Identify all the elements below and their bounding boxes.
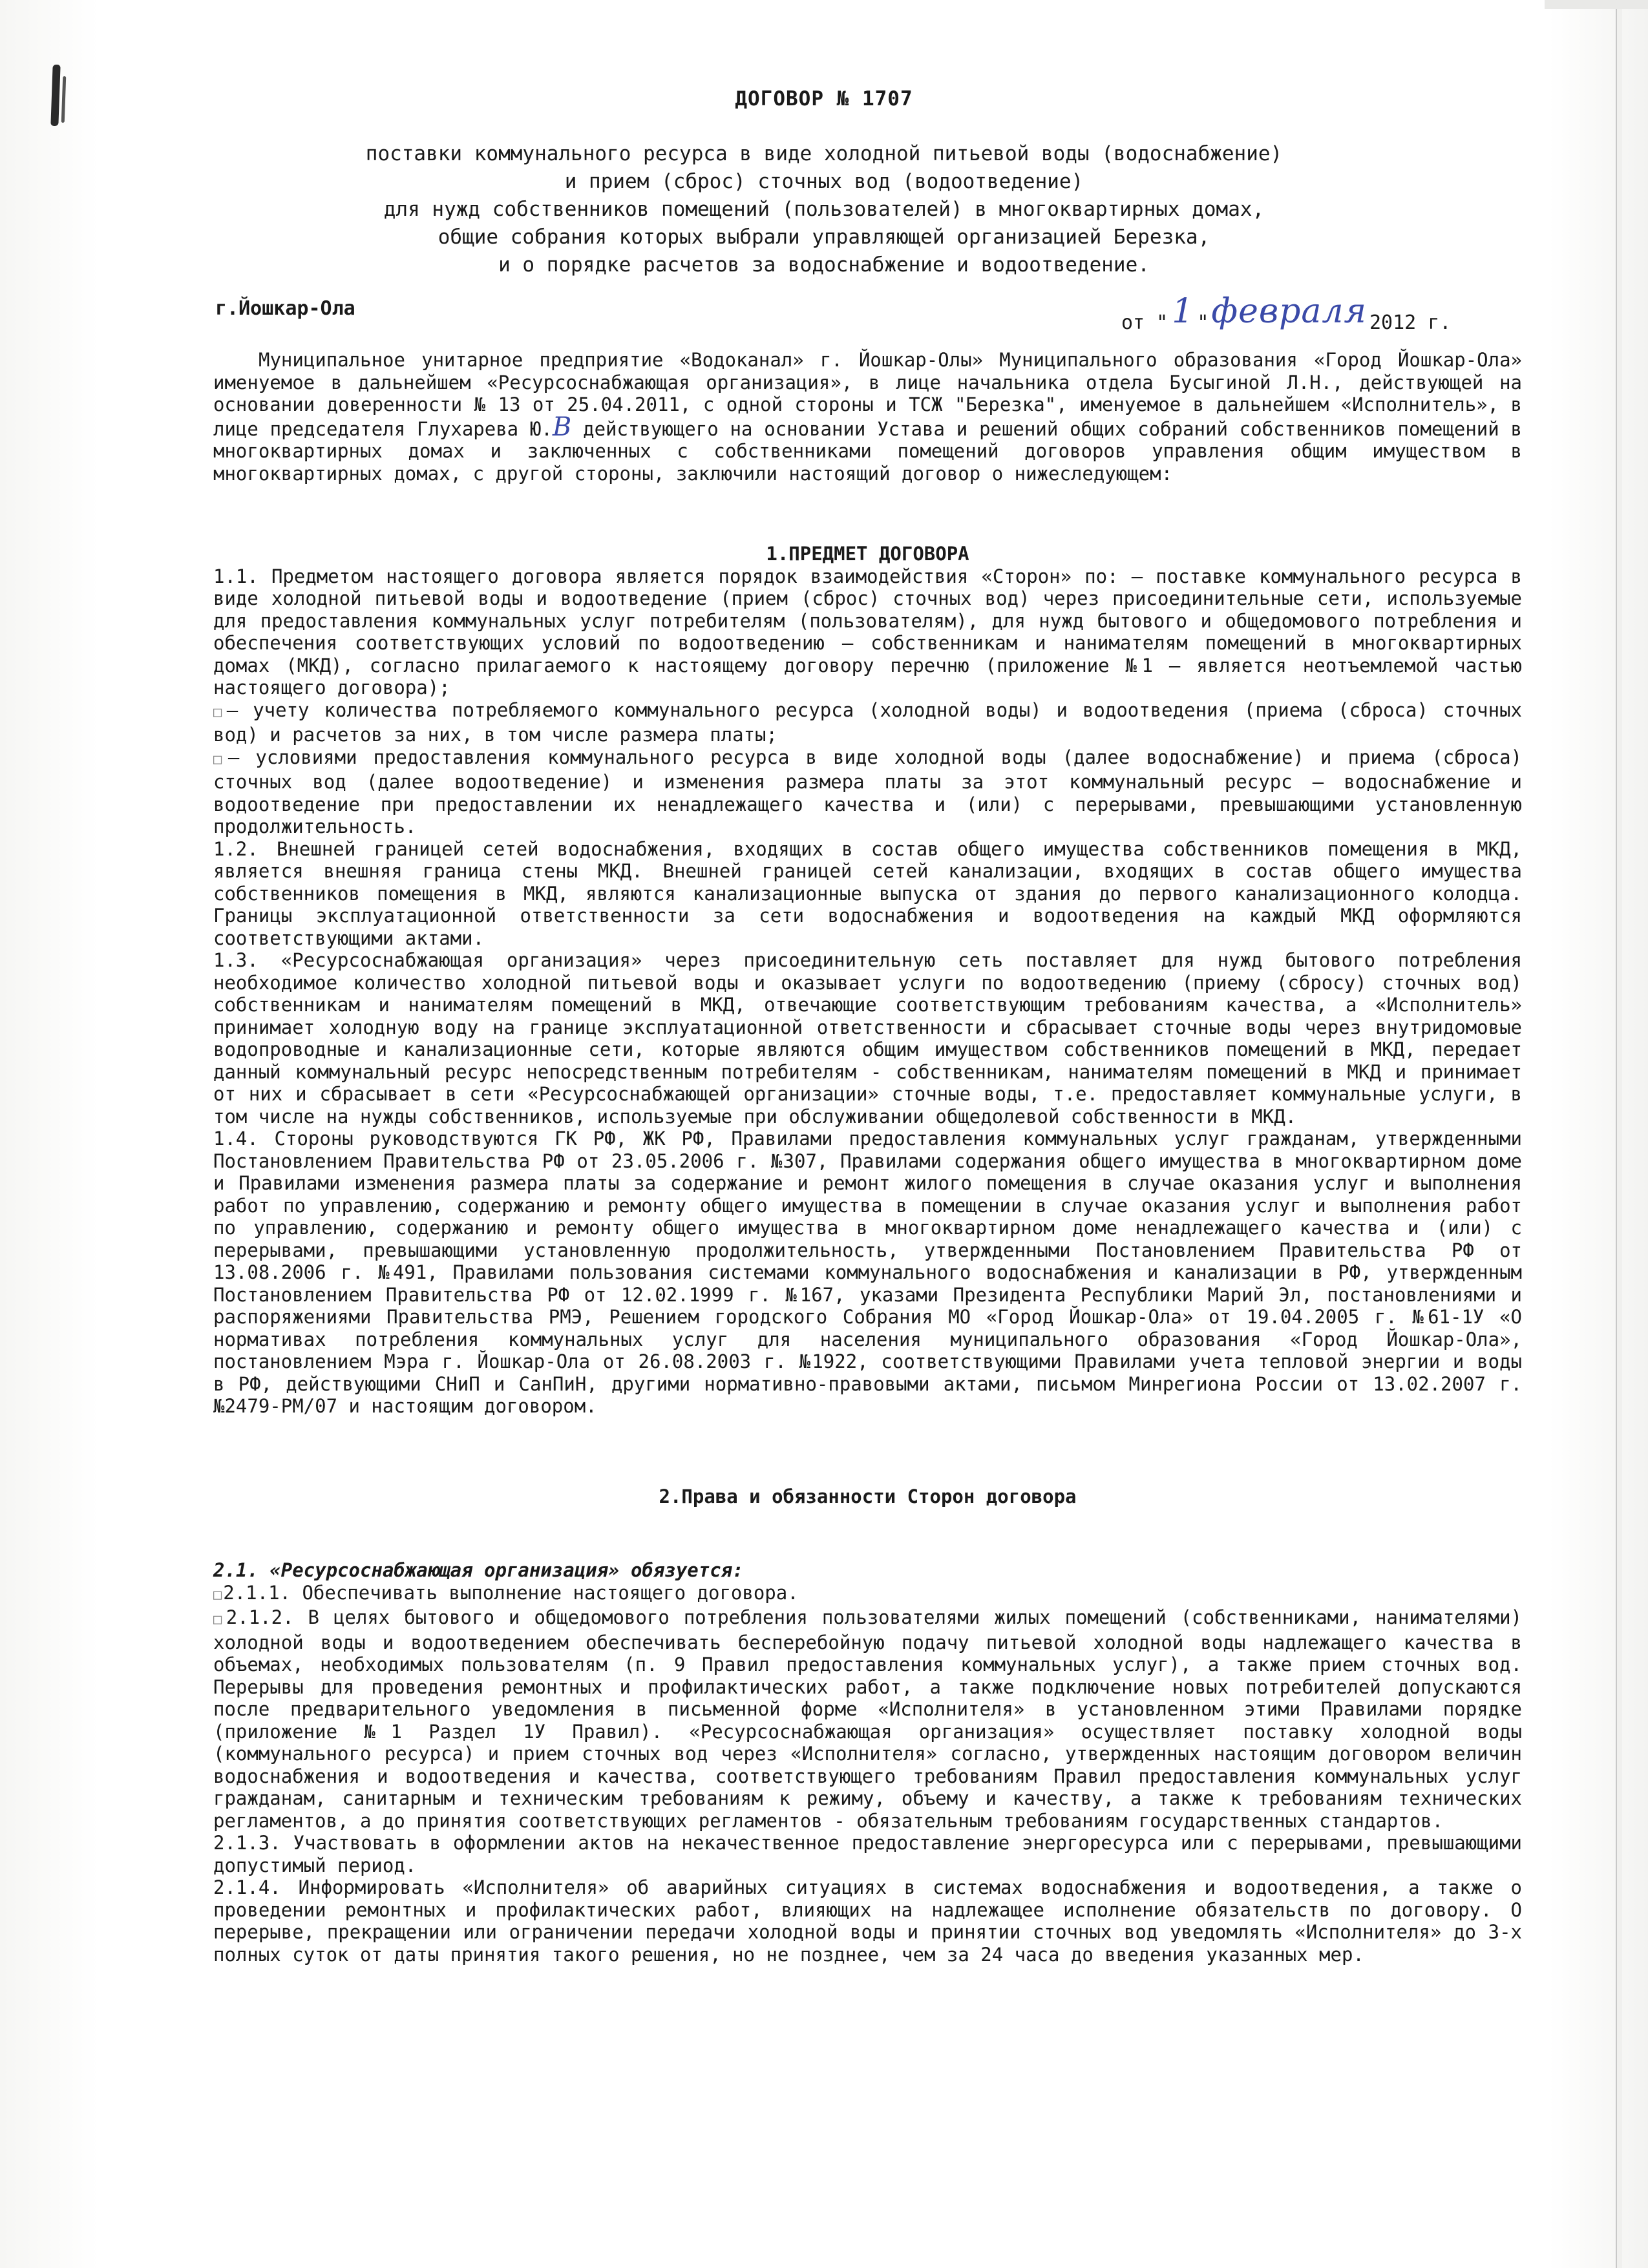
- clause-2-1-1: □ 2.1.1. Обеспечивать выполнение настоящего договора.: [213, 1582, 1522, 1607]
- handwritten-month: февраля: [1211, 292, 1367, 331]
- preamble-text-cont: действующего на основании Устава и решений общих собраний собственников помещений в многоквартирных домах и заключенных с собственниками помещений договоров управления общим имуществом в многоквартирных домах, с другой стороны, заключили настоящий договор о нижеследующем:: [213, 417, 1522, 485]
- clause-1-3: 1.3. «Ресурсоснабжающая организация» через присоединительную сеть поставляет для нужд бытового потребления необходимое количество холодной питьевой воды и оказывает услуги по водоотведению (приему (сбросу) сточных вод) собственникам и нанимателям помещений в МКД, отвечающие соответствующим требованиям качества, а «Исполнитель» принимает холодную воду на границе эксплуатационной ответственности и сбрасывает сточные воды через внутридомовые водопроводные и канализационные сети, которые являются общим имуществом собственников помещений в МКД, передает данный коммунальный ресурс непосредственным потребителям - собственникам, нанимателям помещений в МКД и принимает от них и сбрасывает в сети «Ресурсоснабжающей организации» сточные воды, т.е. предоставляет коммунальные услуги, в том числе на нужды собственников, используемые при обслуживании общедолевой собственности в МКД.: [213, 949, 1522, 1128]
- clause-2-1-4: 2.1.4. Информировать «Исполнителя» об аварийных ситуациях в системах водоснабжения и водоотведения, а также о проведении ремонтных и профилактических работ, влияющих на надлежащее исполнение обязательств по договору. О перерыве, прекращении или ограничении передачи холодной воды и принятии сточных вод уведомлять «Исполнителя» до 3-х полных суток от даты принятия такого решения, но не позднее, чем за 24 часа до введения указанных мер.: [213, 1876, 1522, 1966]
- section-2-1-heading: 2.1. «Ресурсоснабжающая организация» обязуется:: [213, 1559, 744, 1581]
- section-2-heading: 2.Права и обязанности Сторон договора: [659, 1485, 1077, 1507]
- clause-1-4: 1.4. Стороны руководствуются ГК РФ, ЖК РФ, Правилами предоставления коммунальных услуг гражданам, утвержденными Постановлением Правительства РФ от 23.05.2006 г. №307, Правилами содержания общего имущества в многоквартирном доме и Правилами изменения размера платы за содержание и ремонт жилого помещения в случае оказания услуг и выполнения работ по управлению, содержанию и ремонту общего имущества в помещении в случае оказания услуг и выполнения работ по управлению, содержанию и ремонту общего имущества в многоквартирном доме ненадлежащего качества и (или) с перерывами, превышающими установленную продолжительность, утвержденными Постановлением Правительства РФ от 13.08.2006 г. №491, Правилами пользования системами коммунального водоснабжения и канализации в РФ, утвержденным Постановлением Правительства РФ от 12.02.1999 г. №167, указами Президента Республики Марий Эл, постановлениями и распоряжениями Правительства РМЭ, Решением городского Собрания МО «Город Йошкар-Ола» от 19.04.2005 г. №61-1У «О нормативах потребления коммунальных услуг для населения муниципального образования «Город Йошкар-Ола», постановлением Мэра г. Йошкар-Ола от 26.08.2003 г. №1922, соответствующими Правилами учета тепловой энергии и воды в РФ, действующими СНиП и СанПиН, другими нормативно-правовыми актами, письмом Минрегиона России от 13.02.2007 г. №2479-РМ/07 и настоящим договором.: [213, 1128, 1522, 1417]
- subtitle-line: общие собрания которых выбрали управляющей организацией Березка,: [438, 226, 1210, 249]
- contract-place: г.Йошкар-Ола: [215, 297, 355, 320]
- subtitle-line: и о порядке расчетов за водоснабжение и водоотведение.: [498, 253, 1150, 277]
- page-edge: [1616, 0, 1622, 2268]
- subtitle-line: для нужд собственников помещений (пользователей) в многоквартирных домах,: [383, 198, 1265, 221]
- handwritten-day: 1: [1172, 292, 1194, 331]
- date-suffix: 2012 г.: [1369, 311, 1452, 334]
- section-1-heading: 1.ПРЕДМЕТ ДОГОВОРА: [766, 543, 969, 565]
- document-title: ДОГОВОР № 1707: [735, 87, 913, 110]
- clause-1-2: 1.2. Внешней границей сетей водоснабжения, входящих в состав общего имущества собственников помещения в МКД, является внешняя граница стены МКД. Внешней границей сетей канализации, входящих в состав общего имущества собственников помещения в МКД, являются канализационные выпуска от здания до первого канализационного колодца. Границы эксплуатационной ответственности за сети водоснабжения и водоотведения на каждый МКД оформляются соответствующими актами.: [213, 837, 1522, 949]
- clause-2-1-2: □ 2.1.2. В целях бытового и общедомового потребления пользователями жилых помещений (собственниками, нанимателями) холодной воды и водоотведением обеспечивать бесперебойную подачу питьевой холодной воды надлежащего качества в объемах, необходимых пользователям (п. 9 Правил предоставления коммунальных услуг), а также прием сточных вод. Перерывы для проведения ремонтных и профилактических работ, а также подключение новых потребителей допускаются после предварительного уведомления в письменной форме «Исполнителя» в установленном этими Правилами порядке (приложение №1 Раздел 1У Правил). «Ресурсоснабжающая организация» осуществляет поставку холодной воды (коммунального ресурса) и прием сточных вод через «Исполнителя» согласно, утвержденных настоящим договором величин водоснабжения и водоотведения и качества, соответствующего требованиям Правил предоставления коммунальных услуг гражданам, санитарным и техническим требованиям к режиму, объему и качеству, а также к требованиям технических регламентов, а до принятия соответствующих регламентов - обязательным требованиям государственных стандартов.: [213, 1606, 1522, 1832]
- clause-2-1-3: 2.1.3. Участвовать в оформлении актов на некачественное предоставление энергоресурса или с перерывами, превышающими допустимый период.: [213, 1832, 1522, 1876]
- clause-1-1-item: □ – учету количества потребляемого коммунального ресурса (холодной воды) и водоотведения (приема (сброса) сточных вод) и расчетов за них, в том числе размера платы;: [213, 699, 1522, 746]
- preamble-text: Муниципальное унитарное предприятие «Водоканал» г. Йошкар-Олы» Муниципального образования «Город Йошкар-Ола» именуемое в дальнейшем «Ресурсоснабжающая организация», в лице начальника отдела Бусыгиной Л.Н., действующей на основании доверенности № 13 от 25.04.2011, с одной стороны и ТСЖ "Березка", именуемое в дальнейшем «Исполнитель», в лице председателя Глухарева Ю.: [213, 349, 1522, 440]
- clause-1-1-item: □ – условиями предоставления коммунального ресурса в виде холодной воды (далее водоснабжение) и приема (сброса) сточных вод (далее водоотведение) и изменения размера платы за этот коммунальный ресурс — водоснабжение и водоотведение при предоставлении их ненадлежащего качества и (или) с перерывами, превышающими установленную продолжительность.: [213, 746, 1522, 838]
- handwritten-initial: В: [552, 412, 572, 442]
- document-subtitle: [0, 140, 1648, 279]
- clause-1-1: 1.1. Предметом настоящего договора является порядок взаимодействия «Сторон» по: – поставке коммунального ресурса в виде холодной питьевой воды и водоотведение (прием (сброс) сточных вод) через присоединительные сети, используемые для предоставления коммунальных услуг потребителям (пользователям), для нужд бытового и общедомового потребления и обеспечения соответствующих условий по водоотведению — собственникам и нанимателям помещений в многоквартирных домах (МКД), согласно прилагаемого к настоящему договору перечню (приложение №1 — является неотъемлемой частью настоящего договора);: [213, 565, 1522, 698]
- subtitle-line: поставки коммунального ресурса в виде холодной питьевой воды (водоснабжение): [365, 142, 1283, 165]
- date-mid: ": [1197, 311, 1209, 334]
- date-prefix: от ": [1121, 311, 1168, 334]
- preamble: [213, 349, 1522, 485]
- document-body: [213, 349, 1522, 1966]
- contract-date: [1121, 292, 1452, 337]
- subtitle-line: и прием (сброс) сточных вод (водоотведение): [564, 170, 1084, 193]
- page-edge-top: [1545, 0, 1648, 9]
